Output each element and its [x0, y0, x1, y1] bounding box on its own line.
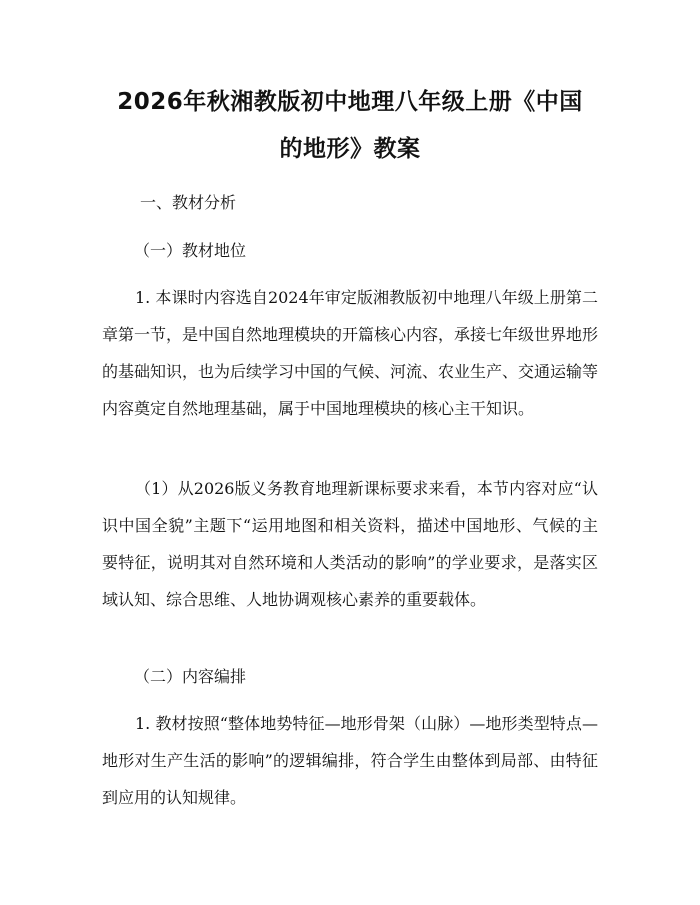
document-title-line-2: 的地形》教案	[279, 136, 421, 162]
document-title-line-1: 2026年秋湘教版初中地理八年级上册《中国	[117, 89, 583, 115]
subsection-heading-textbook-status: （一）教材地位	[134, 241, 247, 260]
paragraph-textbook-status: 1. 本课时内容选自2024年审定版湘教版初中地理八年级上册第二章第一节，是中国自然地理模块的开篇核心内容，承接七年级世界地形的基础知识，也为后续学习中国的气候、河流、农业生产、交通运输等内容奠定自然地理基础，属于中国地理模块的核心主干知识。	[102, 288, 599, 418]
paragraph-curriculum-standard: （1）从2026版义务教育地理新课标要求来看，本节内容对应“认识中国全貌”主题下“运用地图和相关资料，描述中国地形、气候的主要特征，说明其对自然环境和人类活动的影响”的学业要求，是落实区域认知、综合思维、人地协调观核心素养的重要载体。	[102, 479, 598, 609]
paragraph-content-arrangement: 1. 教材按照“整体地势特征—地形骨架（山脉）—地形类型特点—地形对生产生活的影响”的逻辑编排，符合学生由整体到局部、由特征到应用的认知规律。	[102, 714, 598, 807]
section-heading-textbook-analysis: 一、教材分析	[140, 193, 237, 212]
subsection-heading-content-arrangement: （二）内容编排	[134, 667, 247, 686]
